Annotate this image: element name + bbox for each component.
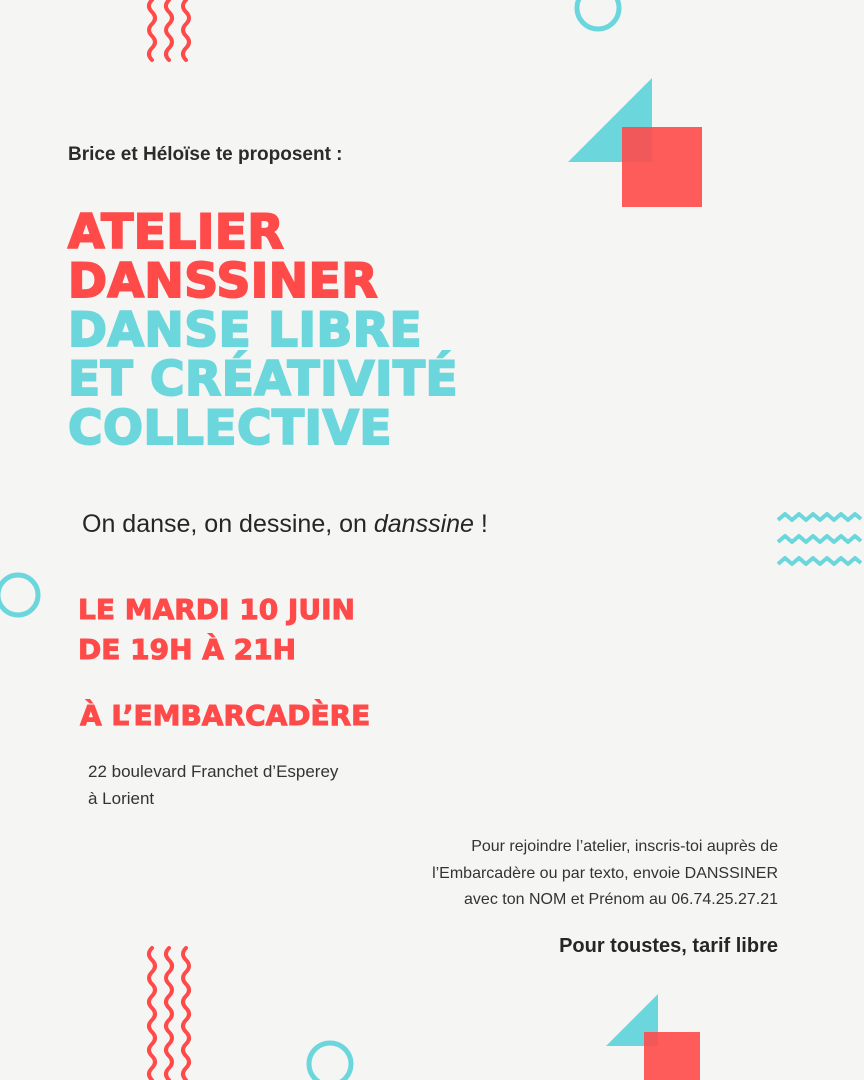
signup-info: [348, 834, 778, 914]
price-info: Pour toustes, tarif libre: [559, 935, 778, 957]
subtitle-line-creativite: ET CRÉATIVITÉ: [68, 352, 459, 407]
title-line-atelier: ATELIER: [68, 205, 285, 260]
red-wavy-lines-top-icon: [140, 0, 204, 68]
red-wavy-lines-bottom-icon: [140, 946, 204, 1080]
tagline-emphasis: danssine: [373, 510, 474, 538]
signup-line-3: avec ton NOM et Prénom au 06.74.25.27.21: [464, 891, 778, 908]
tagline: [82, 510, 488, 539]
cyan-ring-bottom-icon: [302, 1036, 358, 1080]
triangle-square-bottom-icon: [604, 992, 704, 1080]
event-date: [78, 590, 355, 670]
triangle-square-top-icon: [566, 76, 706, 210]
cyan-ring-left-icon: [0, 570, 44, 622]
subtitle-line-collective: COLLECTIVE: [68, 401, 392, 456]
event-venue: À L’EMBARCADÈRE: [80, 699, 371, 732]
signup-line-2: l’Embarcadère ou par texto, envoie DANSSINER: [432, 864, 778, 882]
title-line-danssiner: DANSSINER: [68, 254, 378, 309]
address-city: à Lorient: [88, 789, 155, 808]
subtitle-line-danse-libre: DANSE LIBRE: [68, 303, 423, 358]
event-title: [68, 205, 459, 456]
tagline-suffix: !: [473, 510, 488, 538]
cyan-ring-top-icon: [572, 0, 624, 32]
event-date-day: LE MARDI 10 JUIN: [78, 593, 355, 626]
event-date-time: DE 19H À 21H: [78, 633, 297, 666]
intro-text: Brice et Héloïse te proposent :: [68, 144, 343, 165]
cyan-zigzag-icon: [776, 508, 864, 572]
venue-address: [88, 758, 338, 812]
address-street: 22 boulevard Franchet d’Esperey: [88, 762, 339, 781]
signup-line-1: Pour rejoindre l’atelier, inscris-toi auprès de: [471, 838, 778, 855]
tagline-prefix: On danse, on dessine, on: [82, 510, 374, 538]
